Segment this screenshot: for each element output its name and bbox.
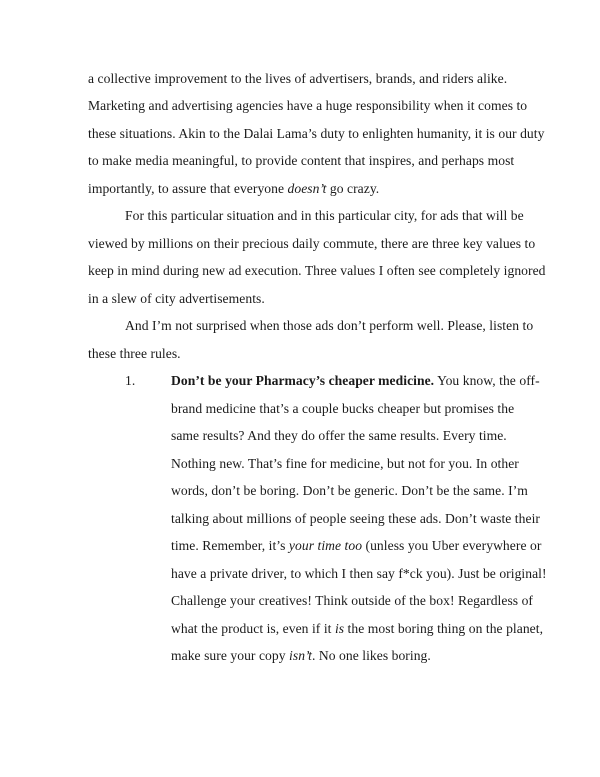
body-text-line: For this particular situation and in this particular city, for ads that will be: [125, 208, 524, 223]
emphasis-text: doesn’t: [287, 181, 327, 196]
body-text-line: to make media meaningful, to provide content that inspires, and perhaps most: [88, 153, 515, 168]
list-item-text-line: brand medicine that’s a couple bucks cheaper but promises the: [171, 401, 515, 416]
list-item-text-line: words, don’t be boring. Don’t be generic. Don’t be the same. I’m: [171, 483, 528, 498]
list-item-heading: Don’t be your Pharmacy’s cheaper medicine.: [171, 373, 435, 388]
body-text-line: viewed by millions on their precious daily commute, there are three key values to: [88, 236, 536, 251]
list-item-text-line: [171, 538, 541, 554]
body-text-line: [88, 181, 379, 197]
body-text-line: these three rules.: [88, 346, 181, 361]
body-text-line: And I’m not surprised when those ads don’t perform well. Please, listen to: [125, 318, 534, 333]
list-item-text-line: talking about millions of people seeing these ads. Don’t waste their: [171, 511, 540, 526]
text-span: You know, the off-: [434, 373, 540, 388]
text-span: make sure your copy: [171, 648, 290, 663]
list-item-text-line: have a private driver, to which I then say f*ck you). Just be original!: [171, 566, 547, 581]
body-text-line: in a slew of city advertisements.: [88, 291, 265, 306]
emphasis-text: is: [334, 621, 345, 636]
text-span: time. Remember, it’s: [171, 538, 289, 553]
body-text-line: these situations. Akin to the Dalai Lama’s duty to enlighten humanity, it is our duty: [88, 126, 545, 141]
body-text-line: Marketing and advertising agencies have a huge responsibility when it comes to: [88, 98, 528, 113]
list-item-text-line: [171, 621, 543, 637]
text-span: what the product is, even if it: [171, 621, 335, 636]
list-number: 1.: [125, 373, 136, 388]
list-item-text-line: Nothing new. That’s fine for medicine, but not for you. In other: [171, 456, 519, 471]
body-text-line: keep in mind during new ad execution. Three values I often see completely ignored: [88, 263, 546, 278]
list-item-text-line: [171, 648, 431, 664]
list-item-text-line: [171, 373, 540, 389]
list-item-text-line: same results? And they do offer the same results. Every time.: [171, 428, 507, 443]
emphasis-text: your time too: [288, 538, 363, 553]
list-item-text-line: Challenge your creatives! Think outside of the box! Regardless of: [171, 593, 534, 608]
text-span: importantly, to assure that everyone: [88, 181, 288, 196]
body-text-line: a collective improvement to the lives of advertisers, brands, and riders alike.: [88, 71, 508, 86]
text-span: . No one likes boring.: [311, 648, 431, 663]
text-span: go crazy.: [326, 181, 380, 196]
text-span: (unless you Uber everywhere or: [362, 538, 542, 553]
text-span: the most boring thing on the planet,: [344, 621, 544, 636]
emphasis-text: isn’t: [289, 648, 312, 663]
